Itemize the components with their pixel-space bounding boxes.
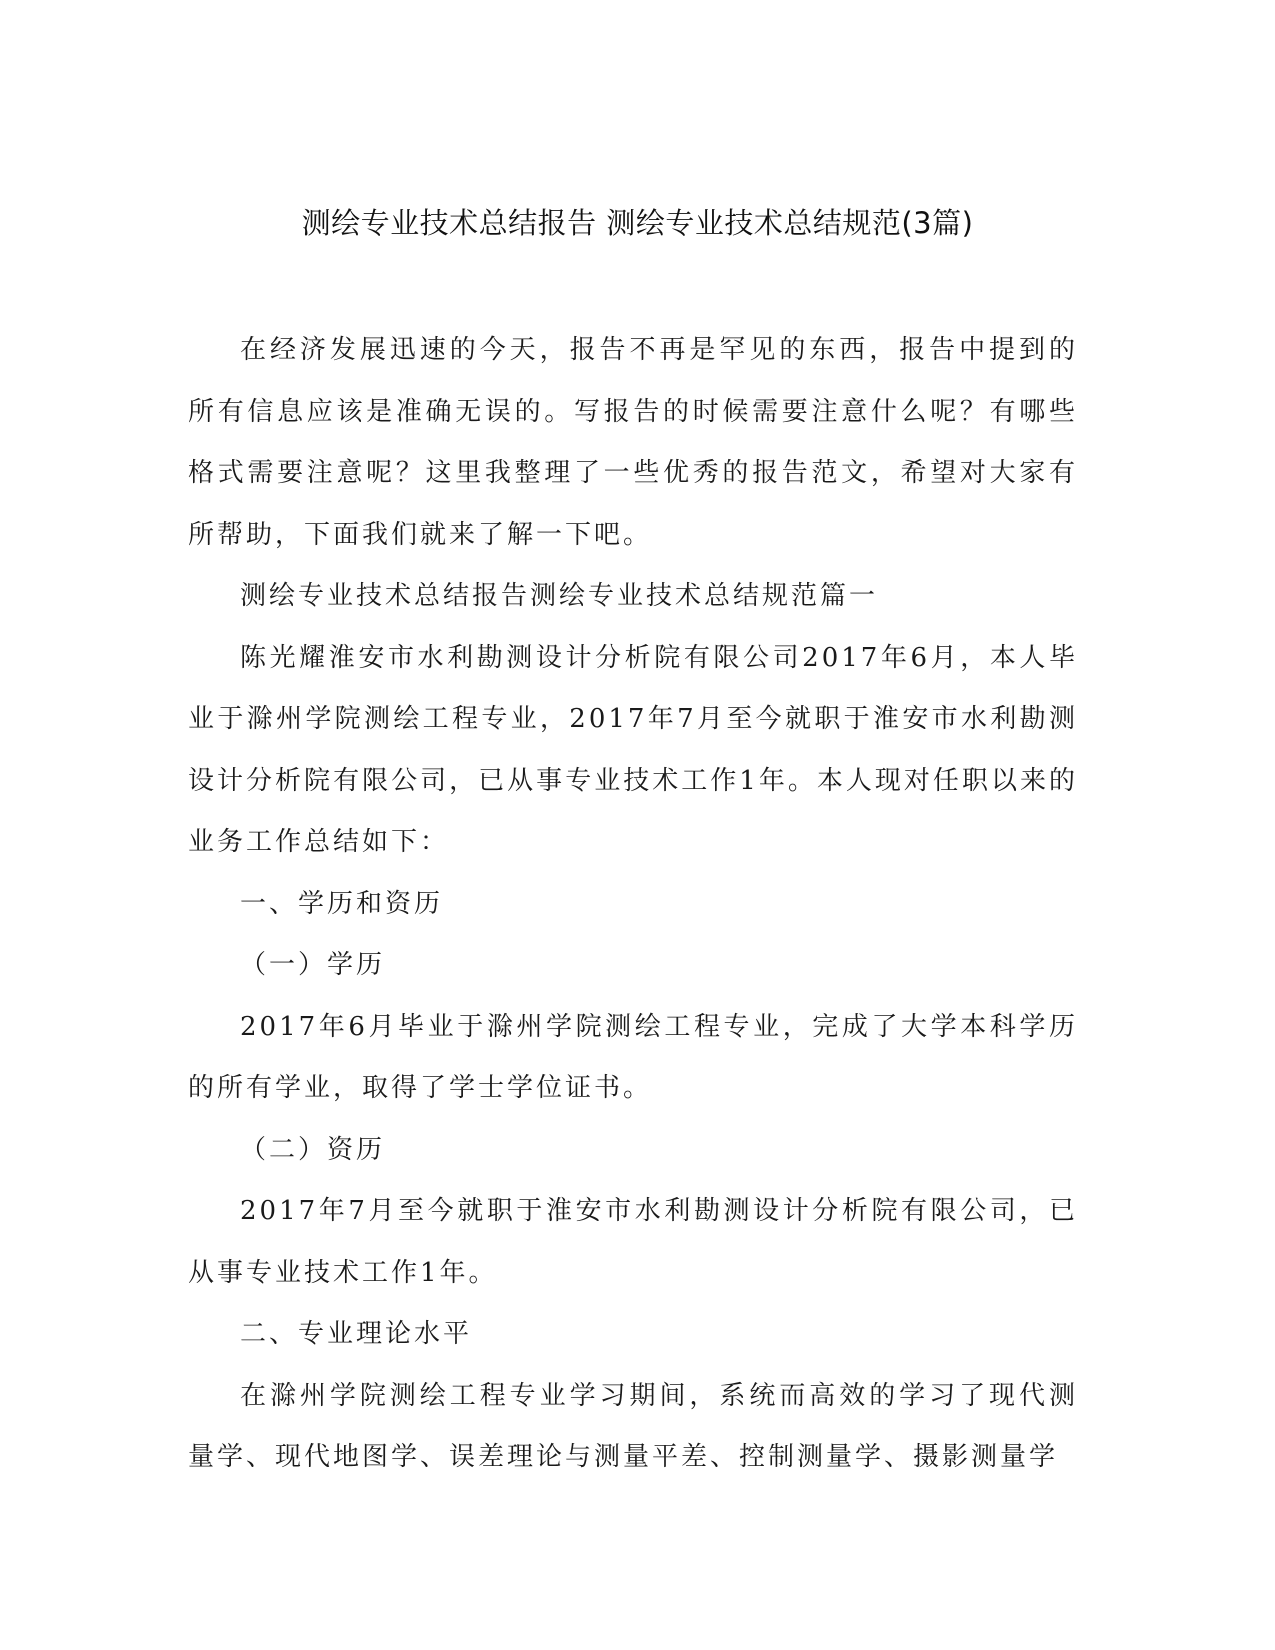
- paragraph-heading-education: 一、学历和资历: [240, 888, 444, 919]
- document-body: [188, 320, 1078, 1489]
- paragraph-degree-detail: 2017年6月毕业于滁州学院测绘工程专业，完成了大学本科学历的所有学业，取得了学士学位证书。: [188, 1011, 1078, 1103]
- paragraph-subheading-experience: （二）资历: [240, 1134, 386, 1165]
- paragraph-experience-detail: 2017年7月至今就职于淮安市水利勘测设计分析院有限公司，已从事专业技术工作1年。: [188, 1196, 1078, 1288]
- paragraph-theory-detail: 在滁州学院测绘工程专业学习期间，系统而高效的学习了现代测量学、现代地图学、误差理论与测量平差、控制测量学、摄影测量学: [188, 1380, 1078, 1472]
- paragraph-subheading-degree: （一）学历: [240, 950, 386, 980]
- document-title: 测绘专业技术总结报告 测绘专业技术总结规范(3篇): [301, 206, 974, 240]
- paragraph-intro: 在经济发展迅速的今天，报告不再是罕见的东西，报告中提到的所有信息应该是准确无误的。写报告的时候需要注意什么呢？有哪些格式需要注意呢？这里我整理了一些优秀的报告范文，希望对大家有所帮助，下面我们就来了解一下吧。: [188, 335, 1078, 550]
- paragraph-author-intro: 陈光耀淮安市水利勘测设计分析院有限公司2017年6月，本人毕业于滁州学院测绘工程专业，2017年7月至今就职于淮安市水利勘测设计分析院有限公司，已从事专业技术工作1年。本人现对任职以来的业务工作总结如下：: [188, 642, 1078, 857]
- paragraph-section-heading: 测绘专业技术总结报告测绘专业技术总结规范篇一: [240, 581, 879, 611]
- paragraph-heading-theory: 二、专业理论水平: [240, 1319, 473, 1349]
